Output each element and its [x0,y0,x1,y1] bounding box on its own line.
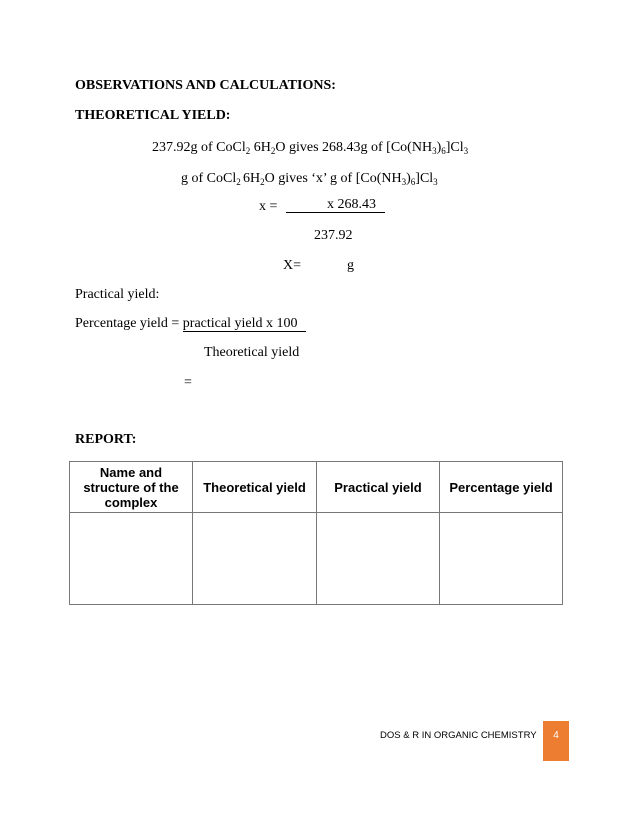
heading-theoretical-yield: THEORETICAL YIELD: [75,108,231,123]
x-equation-label: x = [259,199,278,214]
x-result-label: X= [283,258,302,273]
percentage-equals: = [184,375,192,390]
heading-report: REPORT: [75,432,137,447]
heading-observations: OBSERVATIONS AND CALCULATIONS: [75,78,336,93]
calc-line-2: g of CoCl$_2$ $6H_2O$ gives ‘x’ g of $[Co(NH_3)_6]Cl_3$ [181,171,438,187]
cell-theoretical-yield [193,513,317,605]
report-table-header-row [70,462,563,513]
percentage-yield-label: Percentage yield = [75,316,183,331]
footer-text: DOS & R IN ORGANIC CHEMISTRY [380,730,537,741]
header-theoretical-yield: Theoretical yield [193,462,317,513]
percentage-numerator: practical yield x 100 [183,316,307,332]
table-row [70,513,563,605]
calc-line-1: 237.92g of CoCl$_2$ $6H_2O$ gives 268.43g of $[Co(NH_3)_6]Cl_3$ [152,140,469,156]
page-number: 4 [553,730,559,741]
page-number-badge [543,721,569,761]
report-table [69,461,563,605]
cell-name-structure [70,513,193,605]
percentage-yield-formula [75,316,306,332]
header-practical-yield: Practical yield [317,462,440,513]
cell-percentage-yield [440,513,563,605]
x-denominator: 237.92 [314,228,353,243]
cell-practical-yield [317,513,440,605]
percentage-denominator: Theoretical yield [204,345,300,360]
x-numerator: x 268.43 [327,197,376,212]
header-name-structure: Name and structure of the complex [70,462,193,513]
x-result-unit: g [347,258,354,273]
header-percentage-yield: Percentage yield [440,462,563,513]
practical-yield-label: Practical yield: [75,287,160,302]
